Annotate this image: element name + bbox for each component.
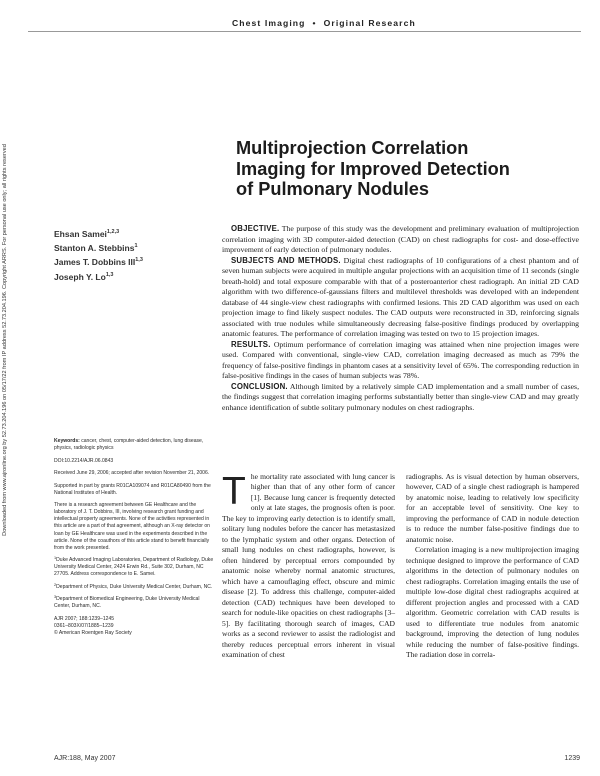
disclosure-note: There is a research agreement between GE Healthcare and the laboratory of J. T. Dobbins, III, involving research grant funding and intellectual property agreements. None of the activities represented in this article are a part of that agreement, although an X-ray detector on loan by GE Healthcare was used in the experiments described in the article. None of the coauthors of this article stand to benefit financially from the work presented. (54, 502, 210, 551)
header-rule (28, 31, 581, 32)
doi: DOI:10.2214/AJR.06.0843 (54, 457, 114, 464)
header-separator: • (312, 18, 317, 28)
copyright: © American Roentgen Ray Society (54, 630, 132, 637)
objective-heading: OBJECTIVE. (231, 224, 280, 233)
funding-note: Supported in part by grants R01CA109074 and R01CA80490 from the National Institutes of Health. (54, 482, 211, 496)
download-watermark (0, 60, 12, 620)
body-paragraph: radiographs. As is visual detection by human observers, however, CAD of a single chest radiograph is hampered by anatomic noise, leading to relatively low specificity for an acceptable level of sensitivity. One key to improving the performance of CAD in nodule detection is to reduce the number false-positive findings due to anatomic noise. (406, 472, 579, 544)
article-metadata (54, 438, 216, 643)
body-paragraph: Correlation imaging is a new multiprojection imaging technique designed to improve the performance of CAD algorithms in the detection of pulmonary nodules on chest radiographs. Correlation imaging entails the use of multiple low-dose digital chest radiographs acquired at different projection angles and processed with a CAD algorithm. Geometric correlation with CAD results is used to differentiate true nodules from anatomic background, improving the detection of lung nodules while reducing the number of false-positive findings. The radiation dose in correla- (406, 545, 579, 660)
title-line: Imaging for Improved Detection (236, 158, 510, 179)
drop-cap: T (222, 470, 246, 513)
affiliation-3: $^3$Department of Biomedical Engineering, Duke University Medical Center, Durham, NC. (54, 595, 200, 610)
body-text: he mortality rate associated with lung cancer is higher than that of any other form of cancer [1]. Because lung cancer is frequently detected only at late stages, the prognosis often is poor. The key to improving early detection is to identify small, solitary lung nodules before the cancer has metastasized to the lymphatic system and other organs. Detection of small lung nodules on chest radiographs, however, is often hindered by perceptual errors compounded by anatomic noise whereby normal anatomic structures, which have a camouflaging effect, obscure and mimic disease [2]. To address this challenge, computer-aided detection (CAD) techniques have been developed to search for nodule-like opacities on chest radiographs [3–5]. By facilitating thorough search of images, CAD works as a second reviewer to assist the radiologist and thereby reduces perceptual errors inherent in visual examination of chest (222, 472, 395, 660)
abstract-methods: SUBJECTS AND METHODS. Digital chest radiographs of 10 configurations of a chest phantom and of seven human subjects were acquired in multiple angular projections with an acquisition time of 11 seconds (single breath-hold) and total exposure comparable with that of a posteroanterior chest radiograph. An initial 2D CAD algorithm with two difference-of-gaussians filters and multilevel thresholds was developed with an independent database of 44 single-view chest radiographs with confirmed lesions. This 2D CAD algorithm was used on each projection image to find likely suspect nodules. The CAD outputs were reconstructed in 3D, reinforcing signals associated with true nodules while simultaneously decreasing false-positive findings produced by overlapping anatomic features. The performance of correlation imaging was tested on two to 15 projection images. (222, 255, 580, 338)
abstract-objective: OBJECTIVE. The purpose of this study was the development and preliminary evaluation of multiprojection correlation imaging with 3D computer-aided detection (CAD) on chest radiographs for cost- and dose-effective improvement of early detection of pulmonary nodules. (222, 224, 579, 254)
abstract (222, 224, 579, 413)
conclusion-heading: CONCLUSION. (231, 381, 288, 391)
affiliation-2: $^2$Department of Physics, Duke University Medical Center, Durham, NC. (54, 582, 213, 590)
body-column-1 (222, 472, 395, 661)
author: Stanton A. Stebbins$^1$ (54, 243, 138, 254)
citation: AJR 2007; 188:1239–1245 (54, 615, 115, 622)
results-heading: RESULTS. (231, 339, 271, 349)
page-number: 1239 (564, 755, 580, 762)
article-title (236, 138, 566, 200)
article-type: Original Research (323, 18, 416, 28)
download-watermark-text: Downloaded from www.ajronline.org by 52.73.204.196 on 05/17/22 from IP address 52.73.204.196. Copyright ARRS. For personal use only; all rights reserved (2, 144, 8, 536)
section-label: Chest Imaging (232, 18, 306, 28)
author: James T. Dobbins III$^{1,3}$ (54, 257, 143, 268)
received-date: Received June 29, 2006; accepted after revision November 21, 2006. (54, 470, 210, 477)
title-line: of Pulmonary Nodules (236, 179, 430, 199)
author-list (54, 226, 214, 283)
author: Ehsan Samei$^{1,2,3}$ (54, 228, 120, 239)
issn: 0361–803X/07/1885–1239 (54, 623, 114, 629)
title-line: Multiprojection Correlation (236, 138, 469, 158)
section-header (232, 18, 502, 28)
abstract-conclusion: CONCLUSION. Although limited by a relatively simple CAD implementation and a small number of cases, the findings suggest that correlation imaging performs substantially better than single-view CAD and may greatly enhance identification of subtle solitary pulmonary nodules on chest radiographs. (222, 381, 580, 412)
body-column-2 (406, 472, 579, 661)
methods-heading: SUBJECTS AND METHODS. (231, 255, 341, 265)
abstract-results: RESULTS. Optimum performance of correlation imaging was attained when nine projection images were used. Compared with conventional, single-view CAD, correlation imaging decreased as much as 79% the frequency of false-positive findings in phantom cases at a sensitivity level of 65%. The corresponding reduction in false-positive findings in the cases of human subjects was 78%. (222, 339, 579, 380)
journal-footer: AJR:188, May 2007 (54, 755, 116, 762)
keywords: Keywords: cancer, chest, computer-aided detection, lung disease, physics, radiologic physics (54, 438, 204, 452)
affiliation-1: $^1$Duke Advanced Imaging Laboratories, Department of Radiology, Duke University Medical Center, 2424 Erwin Rd., Suite 302, Durham, NC 27705. Address correspondence to E. Samei. (54, 556, 214, 578)
author: Joseph Y. Lo$^{1,3}$ (54, 271, 114, 282)
